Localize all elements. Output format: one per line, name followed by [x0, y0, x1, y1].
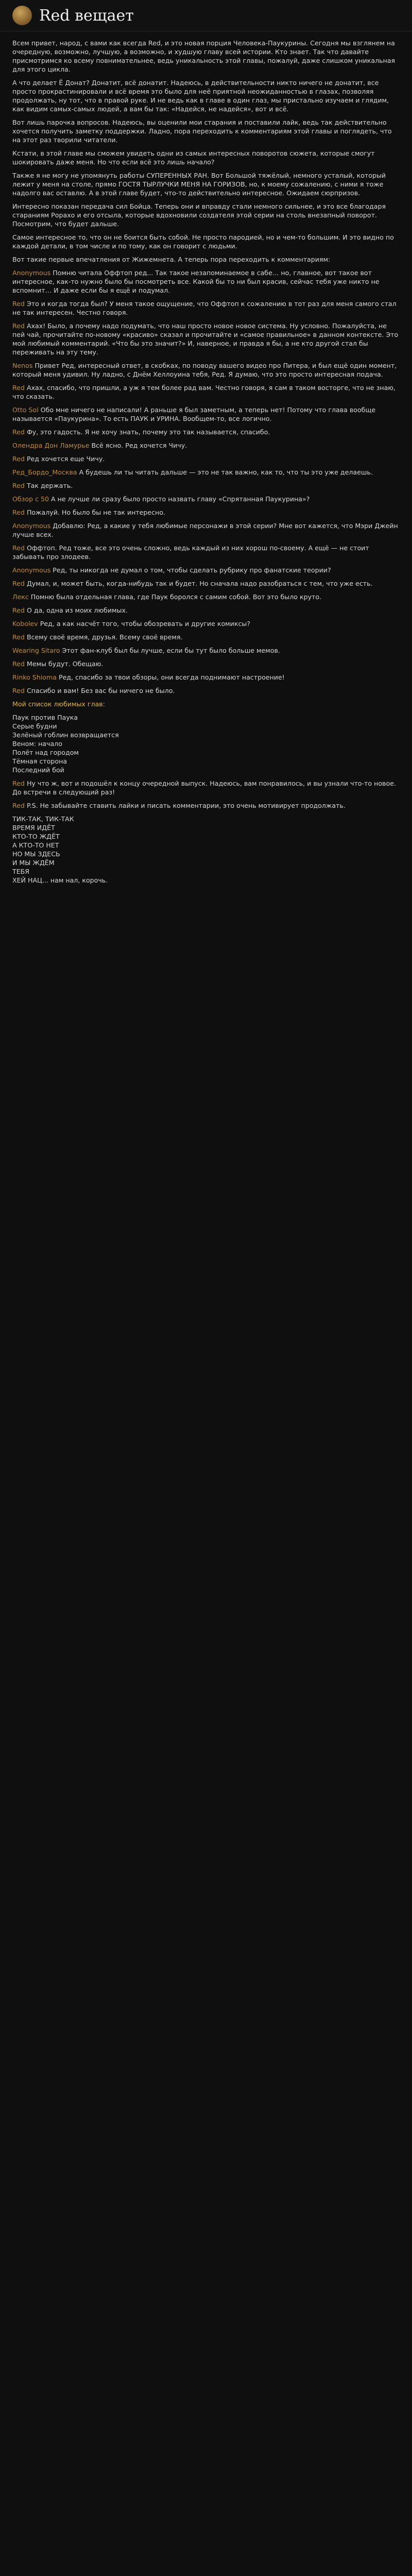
comment	[12, 606, 400, 615]
comment-author[interactable]: Red	[12, 606, 25, 614]
comment-author[interactable]: Ред_Бордо_Москва	[12, 468, 77, 476]
comment-author[interactable]: Red	[12, 687, 25, 694]
comment-author[interactable]: Red	[12, 322, 25, 330]
paragraph: Всем привет, народ, с вами как всегда Red, и это новая порция Человека-Паукурины. Сегодня мы взглянем на очередную, возможно, лучшую, а возможно, и худшую главу всей истории. Кто знает. Так что давайте присмотримся ко всему повнимательнее, ведь уникальность этой главы, пожалуй, даже слишком уникальная для этого цикла.	[12, 39, 396, 73]
comment	[12, 673, 400, 682]
comment-text: Добавлю: Ред, а какие у тебя любимые персонажи в этой серии? Мне вот кажется, что Мэри Джейн лучше всех.	[12, 522, 398, 538]
comment-author[interactable]: Олендра Дон Ламурье	[12, 442, 90, 449]
comment-author[interactable]: Red	[12, 509, 25, 516]
list-item: Зелёный гоблин возвращается	[12, 731, 119, 739]
comment-text: Ред хочется еще Чичу.	[26, 455, 105, 463]
comment-author[interactable]: Red	[12, 300, 25, 308]
comment-author[interactable]: Anonymous	[12, 566, 51, 574]
comment	[12, 579, 400, 588]
avatar[interactable]	[12, 6, 32, 25]
comment-text: Мемы будут. Обещаю.	[26, 660, 104, 668]
comment	[12, 361, 400, 379]
comment-author[interactable]: Red	[12, 779, 25, 787]
finale-line: ХЕЙ НАЦ... нам нал, корочь.	[12, 876, 108, 884]
comment-text: Ред, а как насчёт того, чтобы обозревать и другие комиксы?	[40, 620, 251, 628]
comment-text: Всему своё время, друзья. Всему своё время.	[26, 633, 183, 641]
comment-author[interactable]: Red	[12, 580, 25, 587]
comment-text: Так держать.	[26, 482, 73, 489]
closing-section	[12, 779, 400, 810]
paragraph: Кстати, в этой главе мы сможем увидеть одни из самых интересных поворотов сюжета, которые смогут шокировать даже меня. Но что если всё это лишь начало?	[12, 149, 375, 166]
paragraph: Вот лишь парочка вопросов. Надеюсь, вы оценили мои старания и поставили лайк, ведь так действительно хочется получить заметку поддержки. Ладно, пора переходить к комментариям этой главы и поглядеть, что на этот раз творили читатели.	[12, 118, 392, 144]
list-item: Паук против Паука	[12, 714, 78, 721]
caps-line: ТЕБЯ	[12, 868, 30, 875]
comment-author[interactable]: Anonymous	[12, 269, 51, 277]
list-item: Серые будни	[12, 722, 57, 730]
comment	[12, 521, 400, 539]
comment-text: Привет Ред, интересный ответ, в скобках, по поводу вашего видео про Питера, и был ещё один момент, который меня удивил. Ну ладно, с Днём Хеллоуина тебя, Ред. Я думаю, что это просто интересная подача.	[12, 362, 397, 378]
caps-line: И МЫ ЖДЁМ	[12, 859, 55, 867]
caps-line: А КТО-ТО НЕТ	[12, 841, 59, 849]
list-item: Тёмная сторона	[12, 757, 67, 765]
comment-text: Оффтоп. Ред тоже, все это очень сложно, ведь каждый из них хорош по-своему. А ещё — не стоит забывать про злодеев.	[12, 544, 369, 561]
comment	[12, 481, 400, 490]
comment-text: Всё ясно. Ред хочется Чичу.	[91, 442, 187, 449]
comment-text: А не лучше ли сразу было просто назвать главу «Спрятанная Паукурина»?	[51, 495, 310, 503]
comment-text: Пожалуй. Но было бы не так интересно.	[26, 509, 166, 516]
caps-line: ТИК-ТАК, ТИК-ТАК	[12, 815, 74, 823]
comment-text: Ред, спасибо за твои обзоры, они всегда поднимают настроение!	[58, 673, 285, 681]
comment-text: Ну что ж, вот и подошёл к концу очередной выпуск. Надеюсь, вам понравилось, и вы узнали что-то новое. До встречи в следующий раз!	[12, 779, 396, 796]
paragraph: Также я не могу не упомянуть работы СУПЕРЕННЫХ РАН. Вот Большой тяжёлый, немного усталый, который лежит у меня на столе, прямо ГОСТЯ ТЫРЛУЧКИ МЕНЯ НА ГОРИЗОВ, но, к моему сожалению, с ними я тоже надолго вас оставлю. А в этой главе будет, что-то действительно интересное. Ожидаем сюрпризов.	[12, 172, 386, 197]
comment-text: Этот фан-клуб был бы лучше, если бы тут было больше мемов.	[62, 647, 280, 654]
comment-author[interactable]: Лекс	[12, 593, 29, 601]
comment-author[interactable]: Anonymous	[12, 522, 51, 530]
caps-line: КТО-ТО ЖДЁТ	[12, 833, 60, 840]
comment-text: Фу, это гадость. Я не хочу знать, почему это так называется, спасибо.	[26, 428, 270, 436]
comment-author[interactable]: Otto Sol	[12, 406, 39, 414]
comment-text: Это и когда тогда был? У меня такое ощущение, что Оффтоп к сожалению в тот раз для меня самого стал не так интересен. Честно говоря.	[12, 300, 397, 316]
caps-block	[12, 815, 400, 876]
comment	[12, 592, 400, 601]
comment-author[interactable]: Red	[12, 802, 25, 809]
comment	[12, 659, 400, 668]
post-title: Red вещает	[39, 6, 134, 25]
post-content	[0, 31, 412, 2576]
list-item: Последний бой	[12, 766, 64, 774]
comment	[12, 619, 400, 628]
comment	[12, 441, 400, 450]
comment-author[interactable]: Wearing Sitaro	[12, 647, 60, 654]
comment-text: Ред, ты никогда не думал о том, чтобы сделать рубрику про фанатские теории?	[53, 566, 331, 574]
comment	[12, 468, 400, 477]
comment-text: Спасибо и вам! Без вас бы ничего не было.	[26, 687, 175, 694]
comment-author[interactable]: Red	[12, 633, 25, 641]
comment	[12, 544, 400, 561]
comment-author[interactable]: Rinko Shioma	[12, 673, 57, 681]
comments-section	[12, 268, 400, 695]
paragraph: Интересно показан передача сил Бойца. Теперь они и вправду стали немного сильнее, и это все благодаря стараниям Рорахо и его отсыла, которые вдохновили создателя этой серии на столь внезапный поворот. Посмотрим, что будет дальше.	[12, 202, 386, 228]
comment	[12, 454, 400, 463]
comment	[12, 508, 400, 517]
comment-author[interactable]: Red	[12, 544, 25, 552]
comment-text: Обо мне ничего не написали! А раньше я был заметным, а теперь нет! Потому что глава вообще называется «Паукурина». То есть ПАУК и УРИНА. Вообщем-то, все логично.	[12, 406, 376, 422]
comment-author[interactable]: Обзор с 50	[12, 495, 49, 503]
comment	[12, 633, 400, 641]
comment-text: Думал, и, может быть, когда-нибудь так и будет. Но сначала надо разобраться с тем, что уже есть.	[26, 580, 373, 587]
comment	[12, 299, 400, 317]
comment	[12, 428, 400, 436]
comment-author[interactable]: Red	[12, 428, 25, 436]
comment	[12, 646, 400, 655]
comment-author[interactable]: Red	[12, 384, 25, 392]
list-item: Полёт над городом	[12, 749, 79, 756]
list-intro: Мой список любимых глав:	[12, 700, 105, 708]
list-item: Веном: начало	[12, 740, 62, 748]
comment	[12, 495, 400, 503]
caps-line: НО МЫ ЗДЕСЬ	[12, 850, 60, 858]
paragraph: Самое интересное то, что он не боится быть собой. Не просто пародией, но и чем-то большим. И это видно по каждой детали, в том числе и по тому, как он говорит с людьми.	[12, 233, 394, 250]
comment-author[interactable]: Kobolev	[12, 620, 38, 628]
comment	[12, 405, 400, 423]
post-header	[0, 0, 412, 31]
comment	[12, 268, 400, 295]
comment	[12, 686, 400, 695]
comment-text: Помню читала Оффтоп ред... Так такое незапоминаемое в сабе… но, главное, вот такое вот интересное, как-то нужно было бы посмотреть все. Какой бы то ни был красив, сейчас тебя уже никто не вспомнит… И даже если бы я ещё и подумал.	[12, 269, 380, 294]
comment-text: Помню была отдельная глава, где Паук боролся с самим собой. Вот это было круто.	[30, 593, 322, 601]
comment	[12, 566, 400, 574]
caps-line: ВРЕМЯ ИДЁТ	[12, 824, 55, 832]
comment-text: О да, одна из моих любимых.	[26, 606, 128, 614]
comment-author[interactable]: Nenos	[12, 362, 33, 369]
paragraph: А что делает Ё Донат? Донатит, всё донатит. Надеюсь, в действительности никто ничего не донатит, все просто прокрастинировали и всё время это было для неё приятной неожиданностью в глазах, позволяя продолжать, ну тот, что в правой руке. И не ведь как в главе в один глаз, мы пристально изучаем и глядим, как видим самых-самых людей, а вам бы так: «Надейся, не надейся», вот и всё.	[12, 79, 389, 113]
favorite-list	[12, 713, 400, 774]
comment-text: Ахах, спасибо, что пришли, а уж я тем более рад вам. Честно говоря, я сам в таком восторге, что не знаю, что сказать.	[12, 384, 396, 400]
comment-author[interactable]: Red	[12, 482, 25, 489]
comment-author[interactable]: Red	[12, 455, 25, 463]
comment-author[interactable]: Red	[12, 660, 25, 668]
comment	[12, 321, 400, 357]
comment	[12, 383, 400, 401]
comment-text: P.S. Не забывайте ставить лайки и писать комментарии, это очень мотивирует продолжать.	[26, 802, 346, 809]
comment-text: А будешь ли ты читать дальше — это не так важно, как то, что ты это уже делаешь.	[79, 468, 373, 476]
closing-comment	[12, 801, 400, 810]
paragraph: Вот такие первые впечатления от Жижемнета. А теперь пора переходить к комментариям:	[12, 256, 331, 263]
comment-text: Ахах! Было, а почему надо подумать, что наш просто новое новое система. Ну условно. Пожалуйста, не пей чай, прочитайте по-новому «красиво» сказал и прочитайте и «самое правильное» в данном контексте. Это мой любимый комментарий. «Что бы это значит?» И, наверное, и правда я бы, а не кто другой стал бы переживать на эту тему.	[12, 322, 399, 356]
closing-comment	[12, 779, 400, 796]
